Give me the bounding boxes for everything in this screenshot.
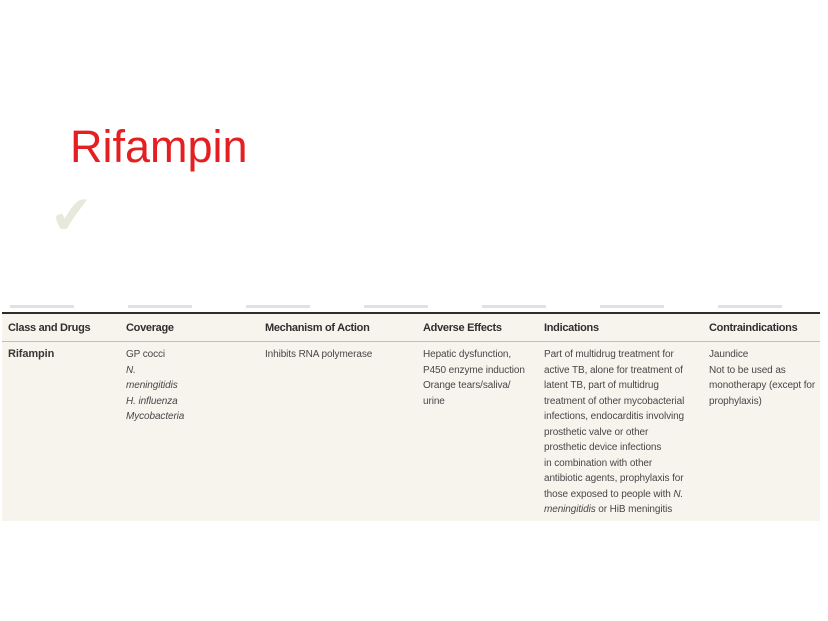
indications-line: prosthetic device infections [544, 442, 662, 453]
cell-coverage [126, 347, 265, 518]
indications-line: prosthetic valve or other [544, 426, 649, 438]
coverage-line: GP cocci [126, 349, 166, 360]
cell-adverse-effects [423, 347, 544, 518]
coverage-line: Mycobacteria [126, 411, 185, 422]
indications-line: latent TB, part of multidrug [544, 380, 659, 391]
indications-line: in combination with other [544, 457, 653, 469]
column-header-indications: Indications [544, 322, 599, 334]
coverage-line: H. influenza [126, 395, 178, 407]
coverage-line: meningitidis [126, 380, 178, 391]
adverse-effect-line: Orange tears/saliva/ [423, 380, 511, 391]
column-header-mechanism-of-action: Mechanism of Action [265, 322, 370, 334]
indications-line: active TB, alone for treatment of [544, 364, 683, 376]
contraindication-line: Not to be used as [709, 364, 786, 376]
table-header-row [2, 314, 820, 342]
indications-line [544, 502, 703, 518]
column-header-contraindications: Contraindications [709, 322, 798, 334]
cell-class-and-drugs [8, 347, 126, 518]
indications-italic-segment: meningitidis [544, 504, 596, 515]
coverage-line: N. [126, 364, 136, 376]
contraindication-line: monotherapy (except for [709, 380, 816, 391]
adverse-effect-line: Hepatic dysfunction, [423, 349, 512, 360]
drug-name: Rifampin [8, 348, 55, 360]
mechanism-text: Inhibits RNA polymerase [265, 349, 373, 360]
slide-title: Rifampin [70, 121, 248, 173]
scan-artifact-strip [10, 305, 810, 308]
cell-mechanism-of-action [265, 347, 423, 518]
adverse-effect-line: urine [423, 395, 445, 407]
drug-reference-table [2, 312, 820, 521]
cell-indications [544, 347, 709, 518]
cell-contraindications [709, 347, 821, 518]
contraindication-line: Jaundice [709, 349, 749, 360]
indications-line: Part of multidrug treatment for [544, 349, 674, 360]
indications-line [544, 487, 703, 503]
indications-line: infections, endocarditis involving [544, 411, 685, 422]
checkmark-icon: ✔ [48, 185, 96, 247]
column-header-coverage: Coverage [126, 322, 174, 334]
table-row [2, 342, 820, 521]
indications-text-segment: those exposed to people with [544, 488, 674, 500]
column-header-class-and-drugs: Class and Drugs [8, 322, 91, 334]
column-header-adverse-effects: Adverse Effects [423, 322, 502, 334]
indications-line: antibiotic agents, prophylaxis for [544, 473, 684, 484]
indications-line: treatment of other mycobacterial [544, 395, 685, 407]
indications-text-segment: or HiB meningitis [595, 504, 673, 515]
contraindication-line: prophylaxis) [709, 395, 762, 407]
indications-italic-segment: N. [673, 488, 684, 500]
adverse-effect-line: P450 enzyme induction [423, 364, 525, 376]
